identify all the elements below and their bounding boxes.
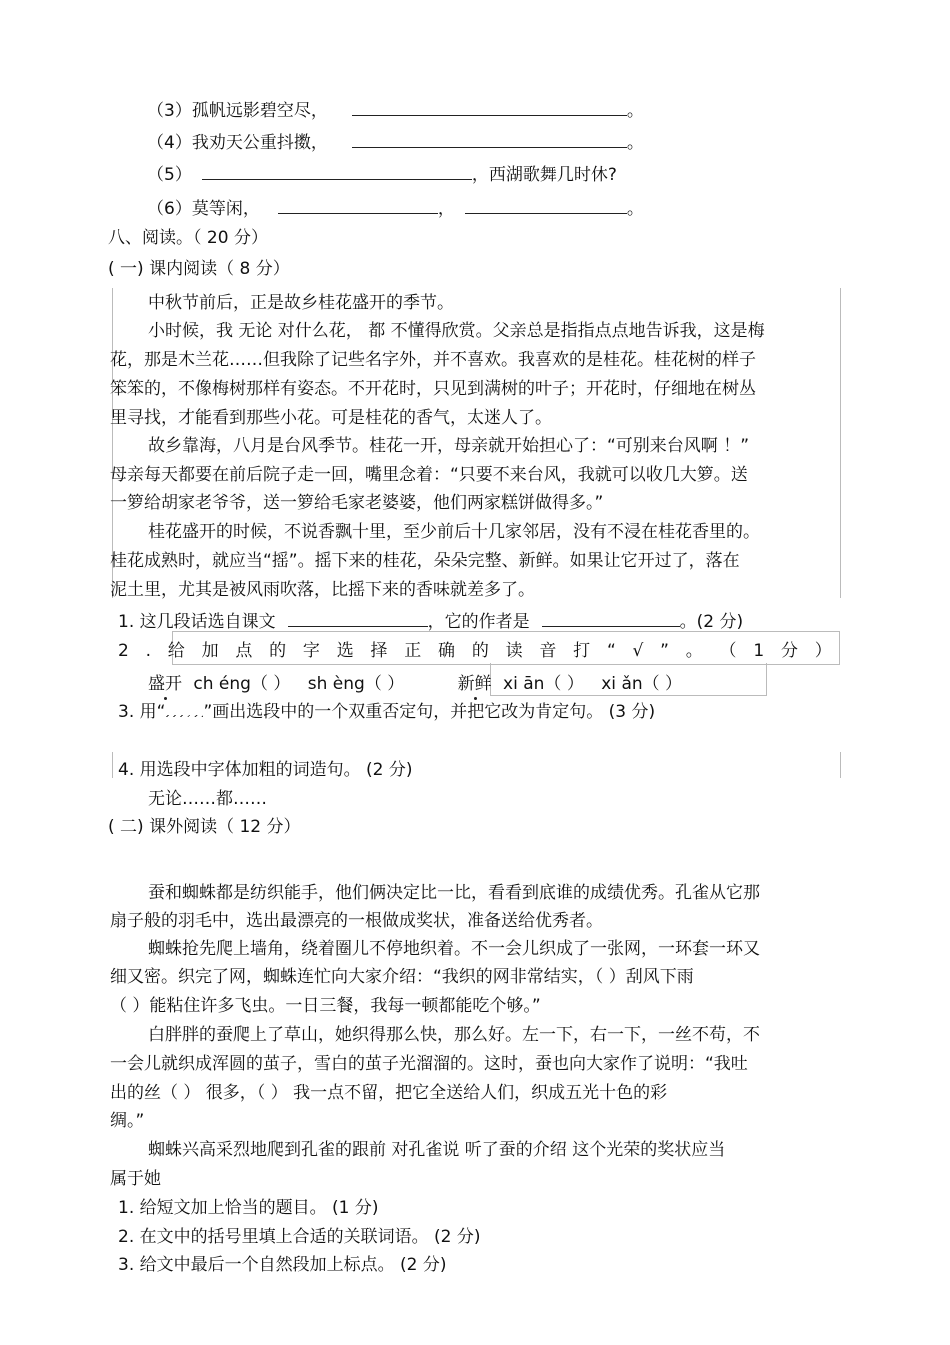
passage-line: 蜘蛛兴高采烈地爬到孔雀的跟前 对孔雀说 听了蚕的介绍 这个光荣的奖状应当 [148,1140,726,1160]
pinyin-option[interactable]: xi ān（ ） [503,674,584,694]
passage-line: 泥土里，尤其是被风雨吹落，比摇下来的香味就差多了。 [110,580,535,600]
pinyin-option[interactable]: sh èng（ ） [307,674,405,694]
poem-line-4-text: （4）我劝天公重抖擞， [147,133,328,153]
question-1: 1. 这几段话选自课文 ，它的作者是 。(2 分) [118,609,743,633]
passage-line: 绸。” [110,1111,145,1131]
poem-line-5: （5） ，西湖歌舞几时休? [147,162,617,186]
passage-line: 属于她 [110,1169,161,1189]
answer-blank[interactable] [465,196,627,214]
passage-line: 桂花成熟时，就应当“摇”。摇下来的桂花，朵朵完整、新鲜。如果让它开过了，落在 [110,551,740,571]
poem-line-3-text: （3）孤帆远影碧空尽， [147,101,328,121]
frame-line [840,288,841,598]
pinyin-option[interactable]: ch éng（ ） [193,674,291,694]
frame-line [840,752,841,778]
passage-line: 笨笨的，不像梅树那样有姿态。不开花时，只见到满树的叶子；开花时，仔细地在树丛 [110,379,756,399]
passage-line: 小时候，我 无论 对什么花， 都 不懂得欣赏。父亲总是指指点点地告诉我，这是梅 [148,321,765,341]
passage-line: 一会儿就织成浑圆的茧子，雪白的茧子光溜溜的。这时，蚕也向大家作了说明：“我吐 [110,1054,748,1074]
passage-line: 出的丝（ ） 很多，（ ） 我一点不留，把它全送给人们，织成五光十色的彩 [110,1083,668,1103]
part2-title: ( 二) 课外阅读（ 12 分） [108,817,301,837]
answer-blank[interactable] [278,196,438,214]
dotted-word: 盛开 [148,674,182,694]
passage-line: 细又密。织完了网，蜘蛛连忙向大家介绍：“我织的网非常结实，（ ）刮风下雨 [110,967,694,987]
passage-line: 里寻找，才能看到那些小花。可是桂花的香气，太迷人了。 [110,408,552,428]
frame-line [112,752,113,778]
passage-line: 蚕和蜘蛛都是纺织能手，他们俩决定比一比，看看到底谁的成绩优秀。孔雀从它那 [148,883,760,903]
passage-line: 母亲每天都要在前后院子走一回，嘴里念着：“只要不来台风，我就可以收几大箩。送 [110,465,748,485]
answer-blank[interactable] [352,130,627,148]
part2-question-1: 1. 给短文加上恰当的题目。 (1 分) [118,1198,379,1218]
poem-line-6: （6）莫等闲， ， 。 [147,196,644,220]
part2-question-2: 2. 在文中的括号里填上合适的关联词语。 (2 分) [118,1227,481,1247]
poem-line-5-text: ，西湖歌舞几时休? [471,165,617,185]
poem-line-6-text: （6）莫等闲， [147,199,260,219]
wavy-underline-mark [165,705,203,717]
passage-line: （ ）能粘住许多飞虫。一日三餐，我每一顿都能吃个够。” [110,996,541,1016]
passage-line: 故乡靠海，八月是台风季节。桂花一开，母亲就开始担心了：“可别来台风啊 ！” [148,436,750,456]
part2-question-3: 3. 给文中最后一个自然段加上标点。 (2 分) [118,1255,447,1275]
question-3: 3. 用“ ”画出选段中的一个双重否定句，并把它改为肯定句。 (3 分) [118,702,656,722]
answer-blank[interactable] [542,609,680,627]
passage-line: 白胖胖的蚕爬上了草山，她织得那么快，那么好。左一下，右一下，一丝不苟，不 [148,1025,760,1045]
section-title: 八、阅读。（ 20 分） [108,228,268,248]
part1-title: ( 一) 课内阅读（ 8 分） [108,259,290,279]
answer-blank[interactable] [352,98,627,116]
question-2: 2 . 给 加 点 的 字 选 择 正 确 的 读 音 打 “ √ ” 。 （ 1 分 ） [118,641,832,661]
passage-line: 一箩给胡家老爷爷，送一箩给毛家老婆婆，他们两家糕饼做得多。” [110,493,604,513]
answer-blank[interactable] [288,609,428,627]
dotted-word: 新鲜 [457,674,492,694]
passage-line: 花，那是木兰花……但我除了记些名字外，并不喜欢。我喜欢的是桂花。桂花树的样子 [110,350,756,370]
passage-line: 蜘蛛抢先爬上墙角，绕着圈儿不停地织着。不一会儿织成了一张网，一环套一环又 [148,939,760,959]
pinyin-option[interactable]: xi ǎn（ ） [601,674,683,694]
poem-line-3: （3）孤帆远影碧空尽， 。 [147,98,644,122]
passage-line: 桂花盛开的时候，不说香飘十里，至少前后十几家邻居，没有不浸在桂花香里的。 [148,522,760,542]
question-4-example: 无论……都…… [148,789,267,809]
passage-line: 中秋节前后，正是故乡桂花盛开的季节。 [148,293,454,313]
answer-blank[interactable] [202,162,472,180]
question-4: 4. 用选段中字体加粗的词造句。 (2 分) [118,760,413,780]
poem-line-4: （4）我劝天公重抖擞， 。 [147,130,644,154]
passage-line: 扇子般的羽毛中，选出最漂亮的一根做成奖状，准备送给优秀者。 [110,911,603,931]
question-2-options [148,673,682,695]
